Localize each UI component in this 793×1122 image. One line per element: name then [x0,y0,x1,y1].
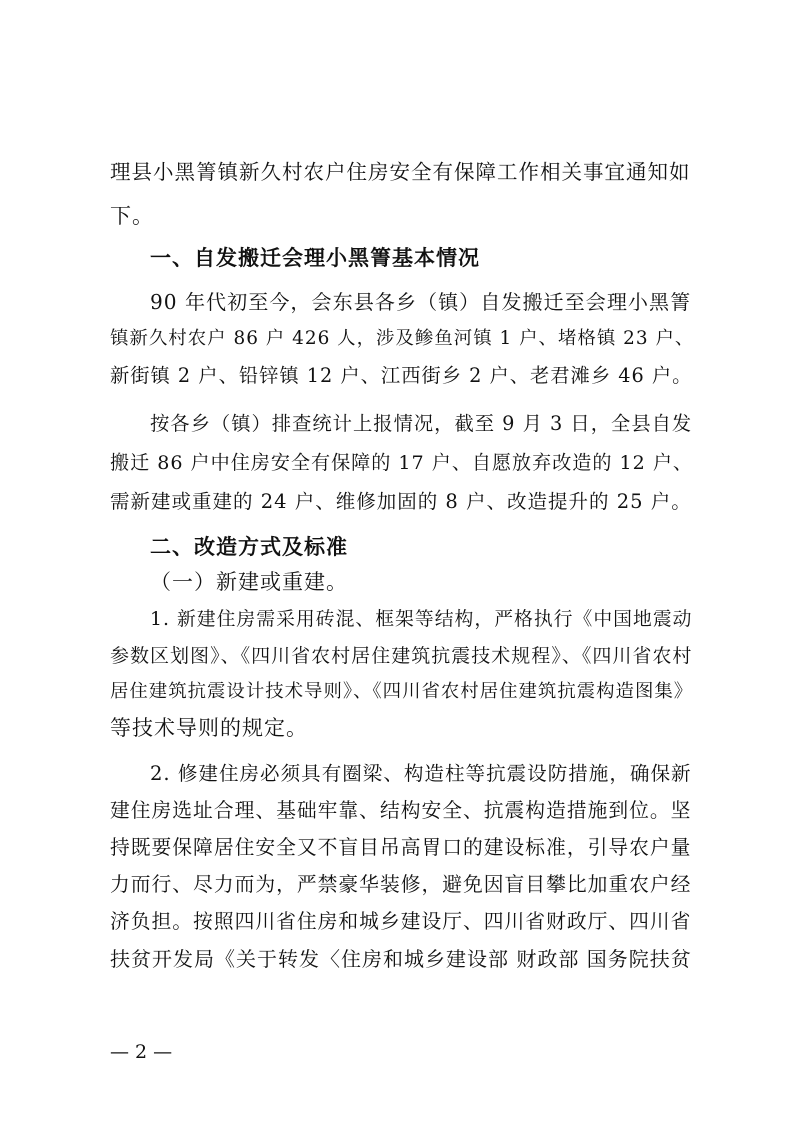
body-text-line: 参数区划图》、《四川省农村居住建筑抗震技术规程》、《四川省农村 [110,645,693,667]
page-number: — 2 — [110,1041,173,1063]
body-text-line: 等技术导则的规定。 [110,716,308,740]
body-text-line: 持既要保障居住安全又不盲目吊高胃口的建设标准，引导农户量 [110,836,692,859]
body-text-line: 扶贫开发局《关于转发〈住房和城乡建设部 财政部 国务院扶贫 [110,947,692,971]
body-text-line: 济负担。按照四川省住房和城乡建设厅、四川省财政厅、四川省 [110,910,692,933]
body-text-line: 力而行、尽力而为，严禁豪华装修，避免因盲目攀比加重农户经 [110,873,692,896]
body-text-line: 90 年代初至今，会东县各乡（镇）自发搬迁至会理小黑箐 [150,290,692,314]
body-text-line: 下。 [110,204,154,228]
body-text-line: 新街镇 2 户、铅锌镇 12 户、江西街乡 2 户、老君滩乡 46 户。 [110,364,693,387]
body-text-line: 按各乡（镇）排查统计上报情况，截至 9 月 3 日，全县自发 [150,412,693,435]
body-text-line: 居住建筑抗震设计技术导则》、《四川省农村居住建筑抗震构造图集》 [110,681,694,702]
body-text-line: 需新建或重建的 24 户、维修加固的 8 户、改造提升的 25 户。 [110,490,692,513]
subsection-heading: （一）新建或重建。 [150,570,348,594]
section-heading-2: 二、改造方式及标准 [150,535,348,559]
body-text-line: 镇新久村农户 86 户 426 人，涉及鲹鱼河镇 1 户、堵格镇 23 户、 [110,328,695,349]
body-text-line: 建住房选址合理、基础牢靠、结构安全、抗震构造措施到位。坚 [110,799,692,822]
body-text-line: 理县小黑箐镇新久村农户住房安全有保障工作相关事宜通知如 [110,160,691,184]
section-heading-1: 一、自发搬迁会理小黑箐基本情况 [150,246,480,270]
body-text-line: 2. 修建住房必须具有圈梁、构造柱等抗震设防措施，确保新 [150,762,692,785]
body-text-line: 搬迁 86 户中住房安全有保障的 17 户、自愿放弃改造的 12 户、 [110,451,694,474]
body-text-line: 1. 新建住房需采用砖混、框架等结构，严格执行《中国地震动 [150,609,693,630]
